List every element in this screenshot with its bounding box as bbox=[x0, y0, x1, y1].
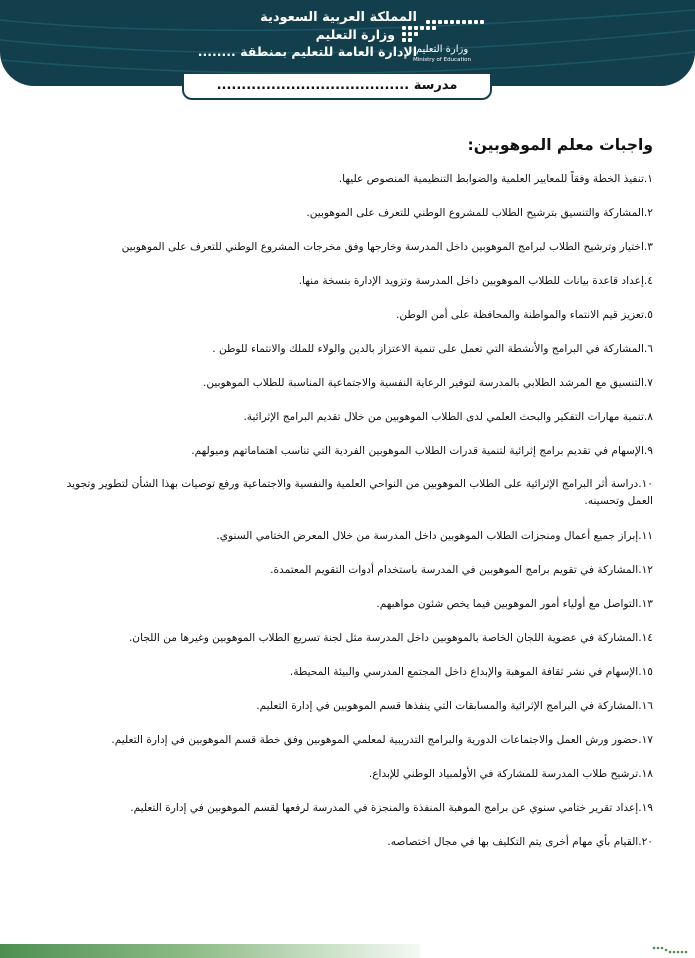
duty-item: ٧.التنسيق مع المرشد الطلابي بالمدرسة لتوفير الرعاية النفسية والاجتماعية المناسبة للطلاب الموهوبين. bbox=[202, 377, 653, 389]
duty-item: ٢.المشاركة والتنسيق بترشيح الطلاب للمشروع الوطني للتعرف على الموهوبين. bbox=[306, 207, 653, 219]
duty-item: ١٧.حضور ورش العمل والاجتماعات الدورية والبرامج التدريبية لمعلمي الموهوبين وفق خطة قسم الموهوبين في إدارة التعليم. bbox=[111, 734, 653, 746]
footer-dots-icon bbox=[650, 944, 690, 956]
duty-item: ١٥.الإسهام في نشر ثقافة الموهبة والإبداع داخل المجتمع المدرسي والبيئة المحيطة. bbox=[289, 666, 653, 678]
footer-bar bbox=[0, 944, 420, 958]
duty-item: ٢٠.القيام بأي مهام أخرى يتم التكليف بها في مجال اختصاصه. bbox=[387, 836, 653, 848]
duty-item: ١٦.المشاركة في البرامج الإثرائية والمسابقات التي ينفذها قسم الموهوبين في إدارة التعليم. bbox=[256, 700, 653, 712]
duty-item: ٦.المشاركة في البرامج والأنشطة التي تعمل على تنمية الاعتزاز بالدين والولاء للملك والانتماء للوطن . bbox=[212, 343, 653, 355]
ministry-logo-icon bbox=[398, 18, 488, 64]
ministry-logo bbox=[398, 18, 488, 64]
duty-item: ١٤.المشاركة في عضوية اللجان الخاصة بالموهوبين داخل المدرسة مثل لجنة تسريع الطلاب الموهوبين وغيرها من اللجان. bbox=[128, 632, 653, 644]
duty-item: ١٠.دراسة أثر البرامج الإثرائية على الطلاب الموهوبين من النواحي العلمية والنفسية والاجتماعية ورفع توصيات بهذا الشأن لتطوير وتجويد العمل وتحسينه. bbox=[66, 478, 653, 507]
ministry-logo-text: وزارة التعليم bbox=[415, 44, 469, 55]
duty-item: ٤.إعداد قاعدة بيانات للطلاب الموهوبين داخل المدرسة وتزويد الإدارة بنسخة منها. bbox=[298, 275, 653, 287]
duty-item: ١١.إبراز جميع أعمال ومنجزات الطلاب الموهوبين داخل المدرسة من خلال المعرض الختامي السنوي. bbox=[216, 530, 653, 542]
duties-list bbox=[41, 170, 653, 867]
header-ministry: وزارة التعليم bbox=[315, 27, 395, 42]
duty-item: ١٨.ترشيح طلاب المدرسة للمشاركة في الأولمبياد الوطني للإبداع. bbox=[368, 768, 653, 780]
duty-item: ١٩.إعداد تقرير ختامي سنوي عن برامج الموهبة المنفذة والمنجزة في المدرسة لرفعها لقسم الموهوبين في إدارة التعليم. bbox=[130, 802, 653, 814]
header-directorate: الإدارة العامة للتعليم بمنطقة ........ bbox=[197, 44, 417, 59]
duty-item: ٩.الإسهام في تقديم برامج إثرائية لتنمية قدرات الطلاب الموهوبين الفردية التي تناسب اهتماماتهم وميولهم. bbox=[191, 445, 653, 457]
duty-item: ١٣.التواصل مع أولياء أمور الموهوبين فيما يخص شئون مواهبهم. bbox=[376, 598, 653, 610]
duty-item: ٣.اختيار وترشيح الطلاب لبرامج الموهوبين داخل المدرسة وخارجها وفق مخرجات المشروع الوطني للتعرف على الموهوبين bbox=[121, 241, 653, 253]
page-title: واجبات معلم الموهوبين: bbox=[467, 136, 653, 154]
header-country: المملكة العربية السعودية bbox=[260, 10, 417, 25]
duty-item: ٥.تعزيز قيم الانتماء والمواطنة والمحافظة على أمن الوطن. bbox=[395, 309, 653, 321]
duty-item: ٨.تنمية مهارات التفكير والبحث العلمي لدى الطلاب الموهوبين من خلال تقديم البرامج الإثرائية. bbox=[243, 411, 653, 423]
ministry-logo-text-en: Ministry of Education bbox=[412, 57, 472, 63]
duty-item: ١٢.المشاركة في تقويم برامج الموهوبين في المدرسة باستخدام أدوات التقويم المعتمدة. bbox=[270, 564, 653, 576]
school-name-box: مدرسة ....................................... bbox=[182, 74, 492, 100]
duty-item: ١.تنفيذ الخطة وفقاً للمعايير العلمية والضوابط التنظيمية المنصوص عليها. bbox=[338, 173, 653, 185]
